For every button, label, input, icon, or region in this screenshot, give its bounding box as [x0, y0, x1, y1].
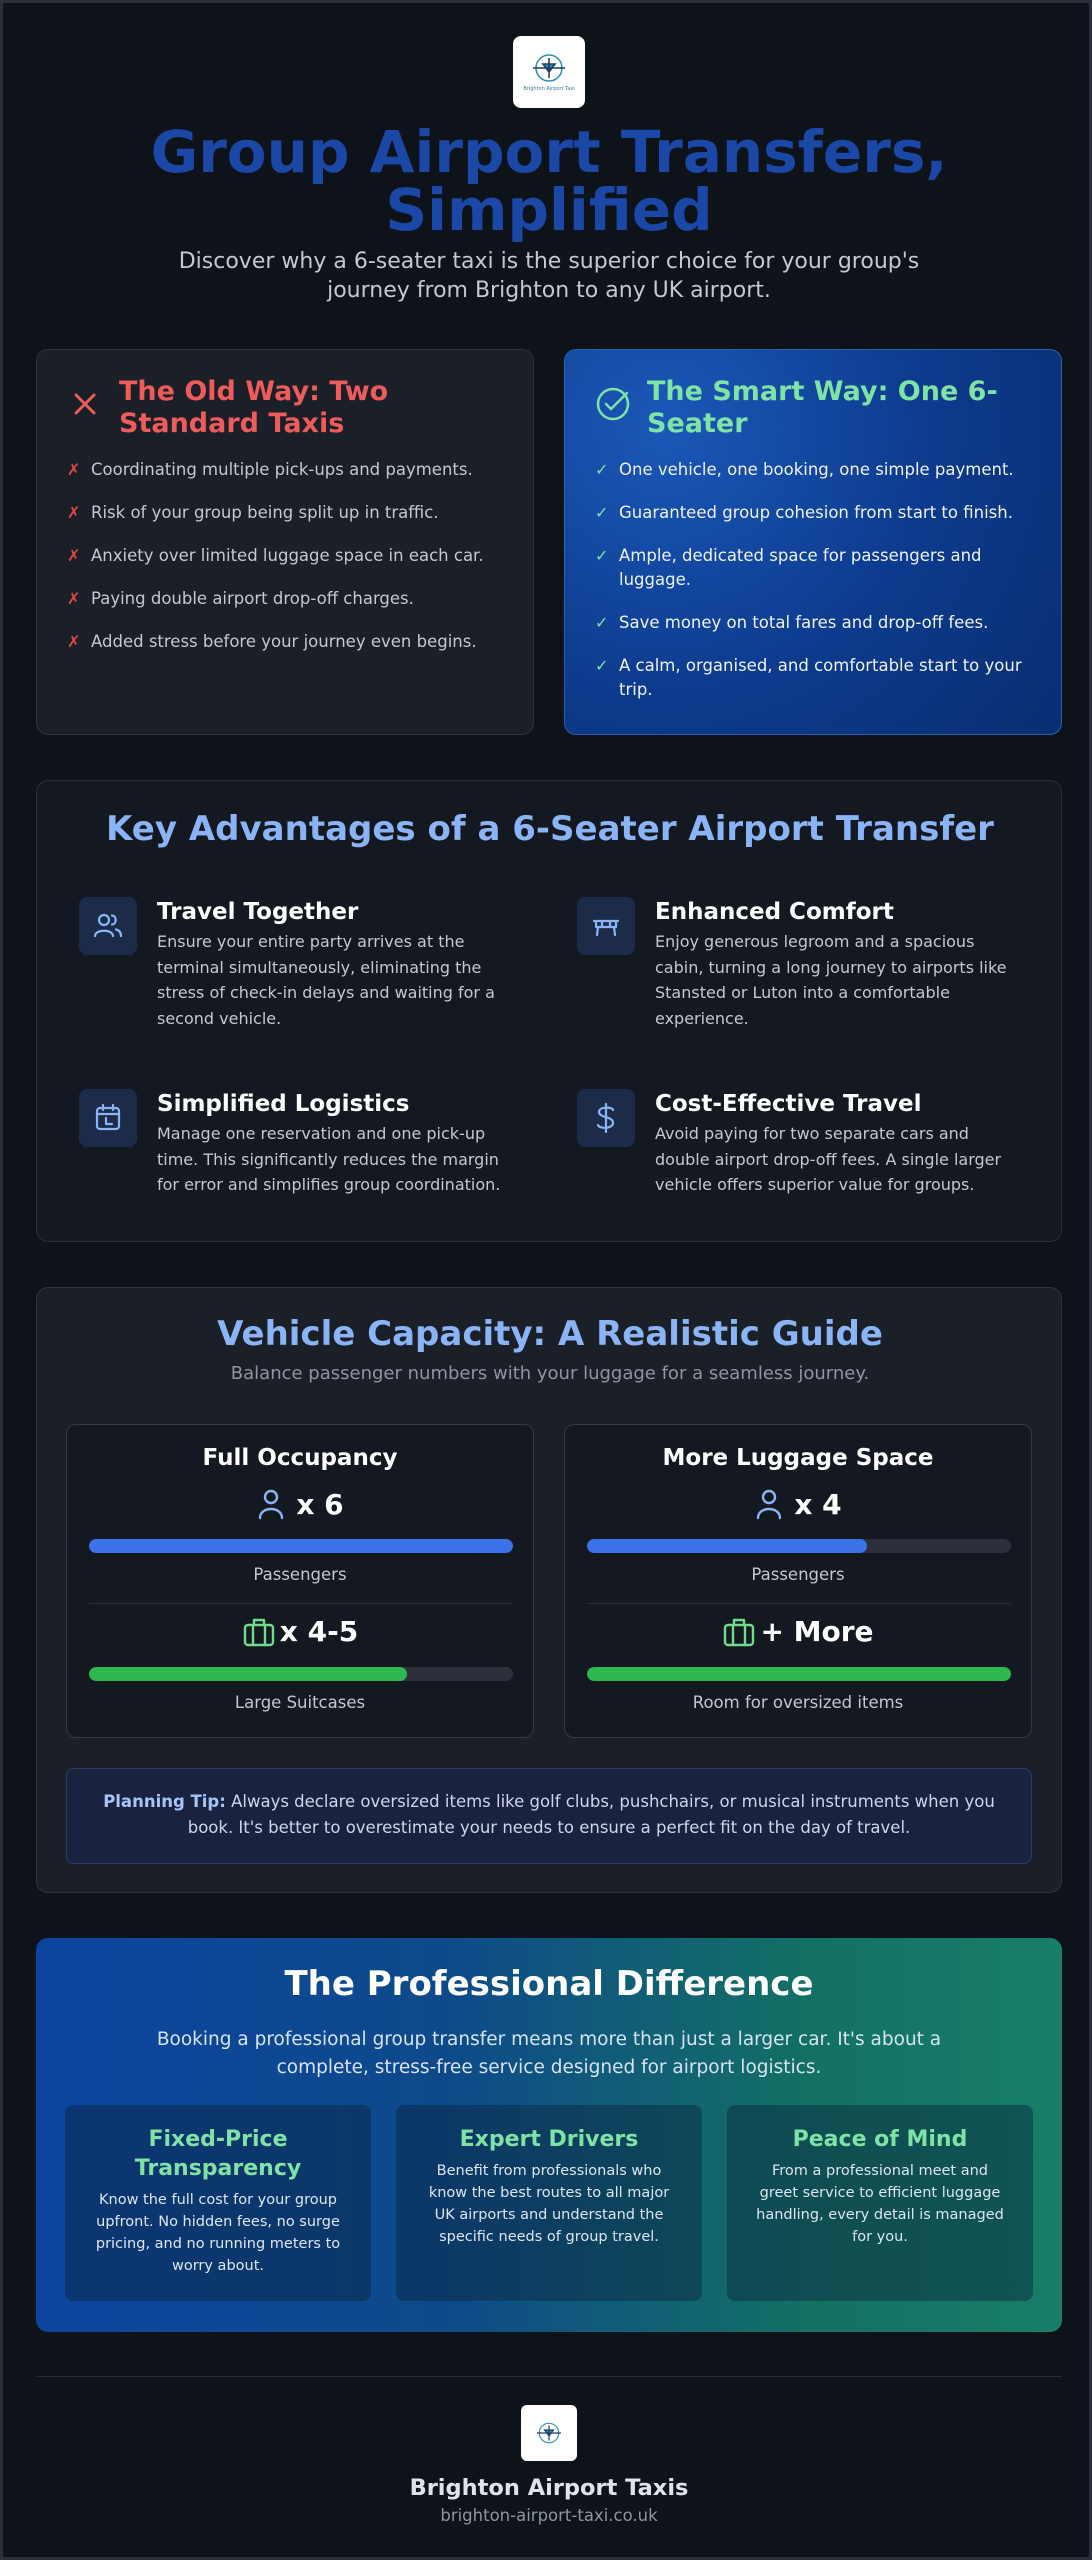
passenger-value: x 4: [794, 1487, 842, 1521]
old-way-card: [36, 349, 534, 735]
professional-title: The Professional Difference: [284, 1964, 814, 2004]
list-item: [595, 458, 1035, 482]
airplane-logo-icon: [529, 52, 569, 84]
page-subtitle: Discover why a 6-seater taxi is the superior choice for your group's journey from Brighton to any UK airport.: [178, 249, 920, 303]
list-item-text: Ample, dedicated space for passengers and luggage.: [619, 546, 982, 589]
capacity-card-more-luggage: [564, 1424, 1032, 1738]
feature-text: Avoid paying for two separate cars and double airport drop-off fees. A single larger vehicle offers superior value for groups.: [655, 1124, 1002, 1194]
feature-cost-effective: [577, 1089, 1017, 1198]
list-item: [67, 501, 507, 525]
luggage-label: Room for oversized items: [692, 1693, 904, 1712]
list-item: [67, 587, 507, 611]
footer-divider: [36, 2376, 1062, 2377]
list-item: [67, 630, 507, 654]
pro-column-fixed-price: [65, 2105, 371, 2301]
calendar-check-icon: [79, 1089, 137, 1147]
passenger-count: [565, 1487, 1031, 1521]
page-title: Group Airport Transfers, Simplified: [150, 118, 948, 244]
smart-way-card: [564, 349, 1062, 735]
logo-text: Brighton Airport Taxi: [523, 86, 575, 92]
suitcase-icon: [722, 1616, 756, 1648]
footer-url-link[interactable]: brighton-airport-taxi.co.uk: [440, 2506, 658, 2525]
capacity-card-title: Full Occupancy: [202, 1445, 398, 1471]
list-item-text: Coordinating multiple pick-ups and payments.: [91, 460, 473, 479]
passenger-bar: [587, 1539, 1011, 1553]
cross-icon: ✗: [67, 589, 81, 608]
capacity-subtitle: Balance passenger numbers with your luggage for a seamless journey.: [230, 1363, 870, 1384]
feature-text: Ensure your entire party arrives at the terminal simultaneously, eliminating the stress of check-in delays and waiting for a second vehicle.: [157, 932, 495, 1028]
capacity-card-title: More Luggage Space: [662, 1445, 934, 1471]
pro-column-text: Know the full cost for your group upfront. No hidden fees, no surge pricing, and no running meters to worry about.: [95, 2192, 341, 2274]
list-item-text: Save money on total fares and drop-off fees.: [619, 613, 989, 632]
feature-title: Simplified Logistics: [157, 1091, 410, 1117]
list-item-text: Guaranteed group cohesion from start to finish.: [619, 503, 1013, 522]
person-icon: [256, 1487, 286, 1521]
list-item: [595, 501, 1035, 525]
passenger-bar-fill: [89, 1539, 513, 1553]
check-icon: ✓: [595, 613, 609, 632]
list-item-text: Anxiety over limited luggage space in each car.: [91, 546, 484, 565]
list-item: [67, 458, 507, 482]
luggage-bar: [587, 1667, 1011, 1681]
pro-column-text: From a professional meet and greet service to efficient luggage handling, every detail is managed for you.: [756, 2163, 1004, 2245]
list-item: [67, 544, 507, 568]
feature-text: Enjoy generous legroom and a spacious cabin, turning a long journey to airports like Stansted or Luton into a comfortable experience.: [655, 932, 1007, 1028]
suitcase-icon: [242, 1616, 276, 1648]
luggage-value: + More: [760, 1615, 874, 1648]
feature-text: Manage one reservation and one pick-up time. This significantly reduces the margin for error and simplifies group coordination.: [157, 1124, 501, 1194]
feature-travel-together: [79, 897, 519, 1031]
passenger-bar: [89, 1539, 513, 1553]
feature-title: Travel Together: [157, 899, 359, 925]
check-icon: ✓: [595, 546, 609, 565]
list-item: [595, 654, 1035, 702]
pro-column-peace-of-mind: [727, 2105, 1033, 2301]
check-icon: ✓: [595, 460, 609, 479]
advantages-section: [36, 780, 1062, 1242]
passenger-label: Passengers: [751, 1565, 845, 1584]
old-way-title: The Old Way: Two Standard Taxis: [119, 376, 389, 439]
list-item-text: Paying double airport drop-off charges.: [91, 589, 414, 608]
person-icon: [754, 1487, 784, 1521]
list-item: [595, 544, 1035, 592]
cross-icon: ✗: [67, 460, 81, 479]
pro-column-expert-drivers: [396, 2105, 702, 2301]
feature-enhanced-comfort: [577, 897, 1017, 1031]
luggage-count: [565, 1615, 1031, 1648]
check-icon: ✓: [595, 503, 609, 522]
feature-title: Enhanced Comfort: [655, 899, 894, 925]
luggage-label: Large Suitcases: [234, 1693, 366, 1712]
capacity-card-full-occupancy: [66, 1424, 534, 1738]
footer-brand: Brighton Airport Taxis: [409, 2475, 689, 2501]
tip-text: Always declare oversized items like golf clubs, pushchairs, or musical instruments when you book. It's better to overestimate your needs to ensure a perfect fit on the day of travel.: [187, 1792, 995, 1837]
luggage-bar-fill: [587, 1667, 1011, 1681]
divider: [587, 1603, 1011, 1604]
check-circle-icon: [595, 386, 631, 422]
planning-tip: [66, 1768, 1032, 1864]
list-item-text: A calm, organised, and comfortable start to your trip.: [619, 656, 1022, 699]
cross-icon: ✗: [67, 546, 81, 565]
airplane-logo-icon: [534, 2420, 564, 2446]
pro-column-title: Expert Drivers: [459, 2127, 639, 2152]
smart-way-title: The Smart Way: One 6-Seater: [647, 376, 998, 439]
cross-icon: ✗: [67, 632, 81, 651]
footer-logo[interactable]: [521, 2405, 577, 2461]
check-icon: ✓: [595, 656, 609, 675]
list-item-text: One vehicle, one booking, one simple payment.: [619, 460, 1014, 479]
feature-title: Cost-Effective Travel: [655, 1091, 922, 1117]
divider: [89, 1603, 513, 1604]
professional-section: [36, 1938, 1062, 2332]
luggage-value: x 4-5: [279, 1615, 359, 1648]
luggage-count: [67, 1615, 533, 1648]
list-item-text: Added stress before your journey even begins.: [91, 632, 477, 651]
dollar-icon: [577, 1089, 635, 1147]
pro-column-title: Fixed-Price Transparency: [134, 2127, 302, 2181]
passenger-label: Passengers: [253, 1565, 347, 1584]
cross-icon: ✗: [67, 503, 81, 522]
smart-way-list: [595, 458, 1035, 721]
close-icon: [67, 386, 103, 422]
header-logo[interactable]: [513, 36, 585, 108]
professional-subtitle: Booking a professional group transfer means more than just a larger car. It's about a complete, stress-free service designed for airport logistics.: [156, 2029, 942, 2078]
capacity-section: [36, 1287, 1062, 1893]
luggage-bar: [89, 1667, 513, 1681]
luggage-bar-fill: [89, 1667, 407, 1681]
list-item: [595, 611, 1035, 635]
pro-column-text: Benefit from professionals who know the best routes to all major UK airports and understand the specific needs of group travel.: [428, 2163, 670, 2245]
capacity-title: Vehicle Capacity: A Realistic Guide: [217, 1314, 883, 1354]
passenger-value: x 6: [296, 1487, 344, 1521]
tip-label: Planning Tip:: [103, 1792, 226, 1811]
passenger-count: [67, 1487, 533, 1521]
passenger-bar-fill: [587, 1539, 867, 1553]
old-way-list: [67, 458, 507, 673]
advantages-title: Key Advantages of a 6-Seater Airport Transfer: [106, 809, 994, 849]
armchair-icon: [577, 897, 635, 955]
list-item-text: Risk of your group being split up in traffic.: [91, 503, 439, 522]
pro-column-title: Peace of Mind: [792, 2127, 968, 2152]
users-icon: [79, 897, 137, 955]
feature-simplified-logistics: [79, 1089, 519, 1198]
